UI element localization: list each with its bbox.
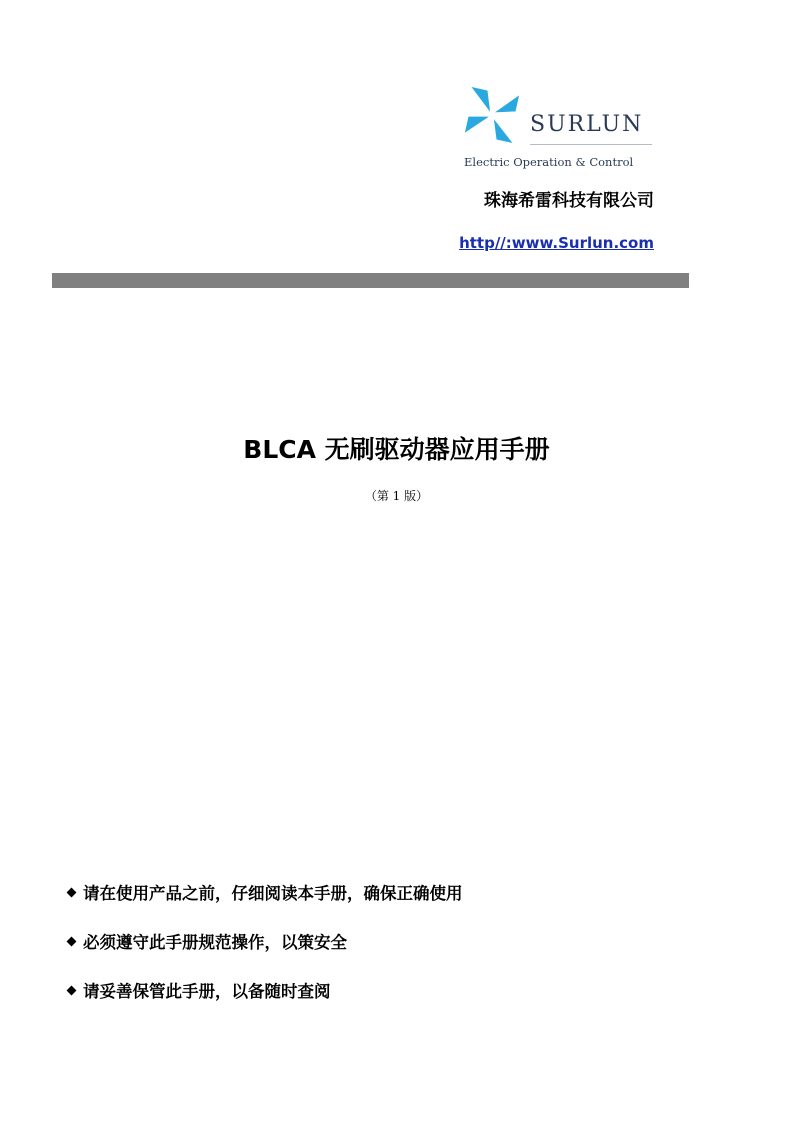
diamond-bullet-icon: [67, 936, 77, 946]
diamond-bullet-icon: [67, 887, 77, 897]
diamond-bullet-icon: [67, 985, 77, 995]
header-divider-bar: [52, 273, 689, 288]
website-link[interactable]: http//:www.Surlun.com: [459, 234, 654, 252]
brand-name: SURLUN: [530, 112, 644, 137]
brand-tagline: Electric Operation & Control: [464, 155, 634, 169]
notice-item: [66, 880, 463, 904]
notice-list: [66, 880, 463, 1027]
pinwheel-fan-icon: [462, 84, 522, 146]
notice-text: 必须遵守此手册规范操作，以策安全: [83, 933, 347, 952]
notice-text: 请在使用产品之前，仔细阅读本手册，确保正确使用: [83, 884, 463, 903]
document-title: BLCA 无刷驱动器应用手册: [243, 435, 550, 464]
notice-text: 请妥善保管此手册，以备随时查阅: [83, 982, 331, 1001]
edition-label: （第 1 版）: [364, 489, 429, 503]
notice-item: [66, 978, 463, 1002]
company-name: 珠海希雷科技有限公司: [484, 191, 654, 211]
notice-item: [66, 929, 463, 953]
brand-divider: [530, 144, 652, 145]
company-logo: [460, 84, 660, 174]
